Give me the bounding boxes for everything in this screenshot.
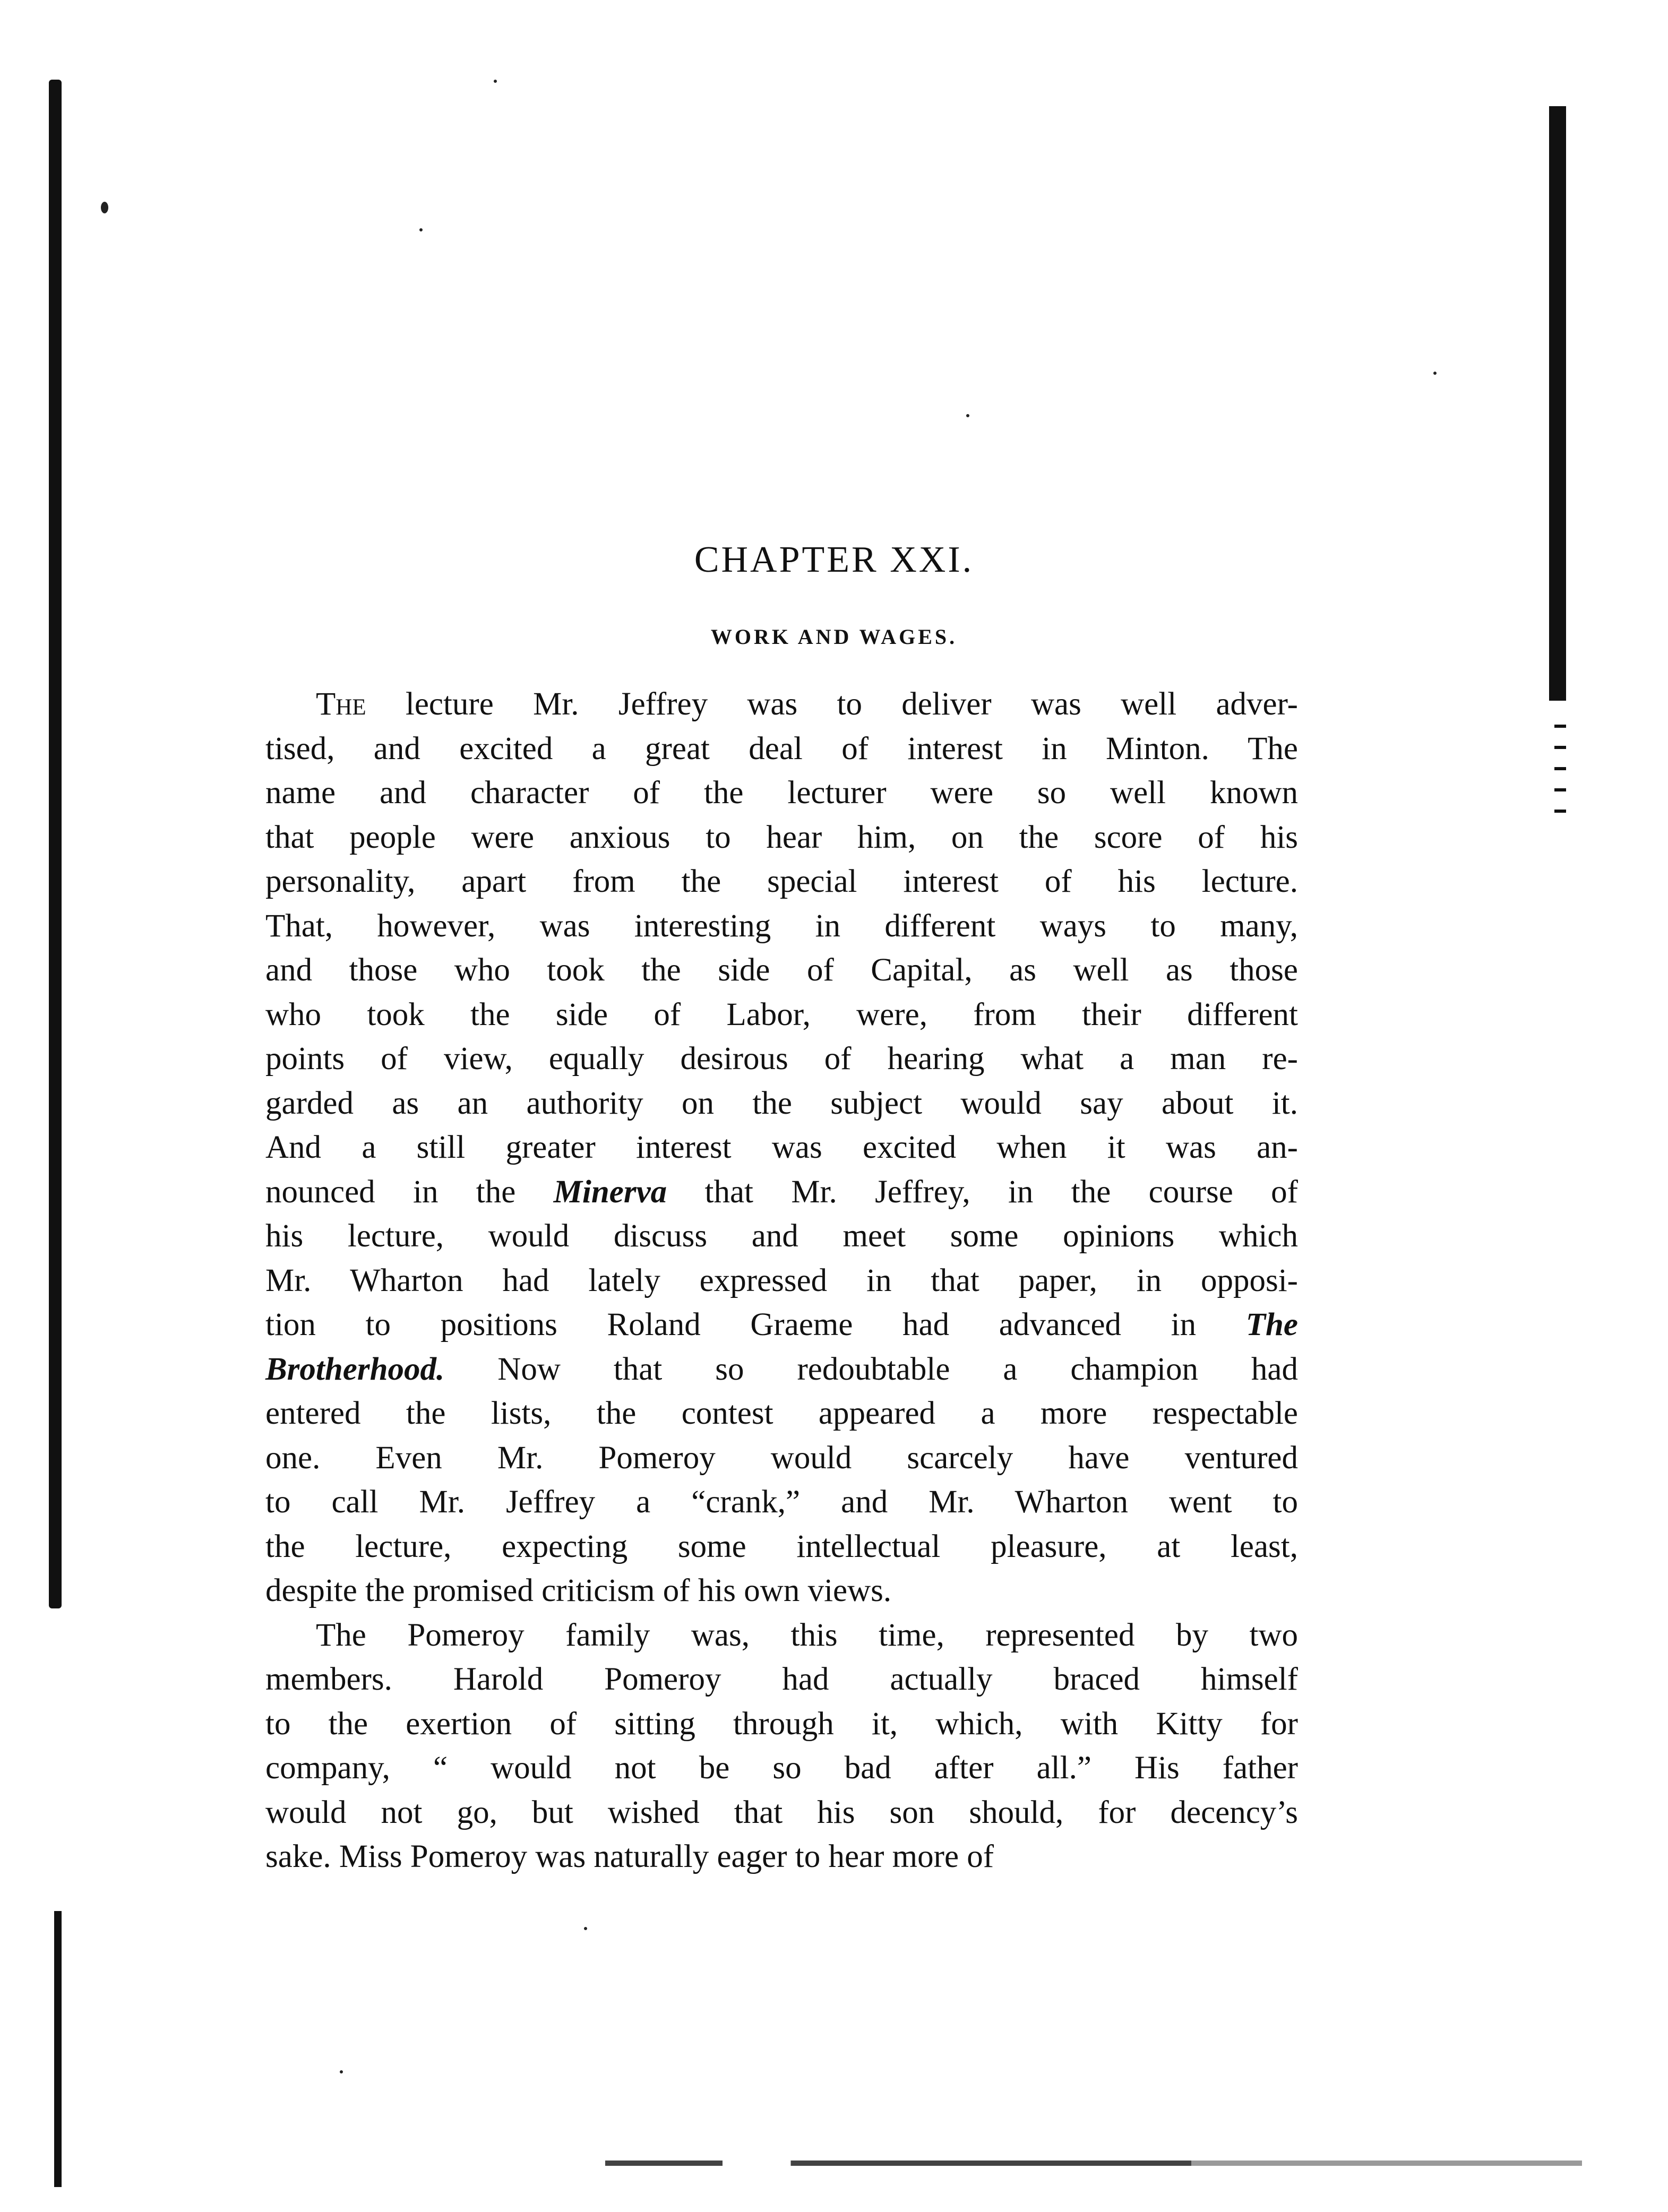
text-line xyxy=(265,1791,1298,1835)
text-line xyxy=(265,1081,1298,1126)
chapter-body xyxy=(265,682,1298,1879)
text-line xyxy=(265,1037,1298,1081)
text-line xyxy=(265,815,1298,860)
text-run: despite the promised criticism of his own views. xyxy=(265,1573,892,1608)
scan-bottom-edge xyxy=(605,2161,1582,2166)
text-line xyxy=(265,993,1298,1037)
text-line xyxy=(265,682,1298,727)
text-line xyxy=(265,1303,1298,1347)
scan-speck xyxy=(340,2070,343,2073)
text-line xyxy=(265,1214,1298,1259)
text-run: nounced in the xyxy=(265,1174,554,1210)
scan-edge-marks xyxy=(1554,725,1566,815)
text-run: one. Even Mr. Pomeroy would scarcely have ventured xyxy=(265,1440,1298,1476)
text-run: name and character of the lecturer were so well known xyxy=(265,775,1298,811)
text-run: his lecture, would discuss and meet some opinions which xyxy=(265,1218,1298,1254)
text-line xyxy=(265,1613,1298,1658)
text-run: that people were anxious to hear him, on the score of his xyxy=(265,819,1298,855)
text-run: lecture Mr. Jeffrey was to deliver was well adver- xyxy=(366,686,1298,722)
text-line xyxy=(265,1170,1298,1215)
text-run: garded as an authority on the subject would say about it. xyxy=(265,1085,1298,1121)
text-run: entered the lists, the contest appeared a more respectable xyxy=(265,1396,1298,1431)
text-line xyxy=(265,1835,1298,1879)
text-run: tion to positions Roland Graeme had advanced in xyxy=(265,1307,1246,1342)
text-run: the lecture, expecting some intellectual pleasure, at least, xyxy=(265,1528,1298,1564)
paragraph xyxy=(265,682,1298,1613)
text-line xyxy=(265,1125,1298,1170)
text-line xyxy=(265,1480,1298,1525)
text-run: Brotherhood. xyxy=(265,1351,445,1387)
text-run: The xyxy=(1245,1307,1298,1342)
text-line xyxy=(265,1259,1298,1303)
chapter-subtitle: WORK AND WAGES. xyxy=(710,625,958,649)
text-line xyxy=(265,1657,1298,1702)
text-run: that Mr. Jeffrey, in the course of xyxy=(667,1174,1298,1210)
scan-binding-edge-left-lower xyxy=(54,1911,62,2187)
text-line xyxy=(265,1436,1298,1481)
text-run: who took the side of Labor, were, from their different xyxy=(265,996,1298,1032)
text-line xyxy=(265,771,1298,815)
text-run: members. Harold Pomeroy had actually braced himself xyxy=(265,1662,1298,1697)
scan-speck xyxy=(494,80,497,83)
text-run: tised, and excited a great deal of interest in Minton. The xyxy=(265,730,1298,767)
text-run: would not go, but wished that his son should, for decency’s xyxy=(265,1794,1298,1830)
text-run: That, however, was interesting in different ways to many, xyxy=(265,908,1298,944)
text-run: to the exertion of sitting through it, which, with Kitty for xyxy=(265,1706,1298,1742)
text-run: company, “ would not be so bad after all.” His father xyxy=(265,1750,1298,1786)
scan-speck xyxy=(1433,372,1437,375)
scan-speck xyxy=(419,228,423,231)
text-line xyxy=(265,1347,1298,1392)
text-line xyxy=(265,1569,1298,1613)
scan-speck xyxy=(584,1927,587,1930)
text-line xyxy=(265,859,1298,904)
text-run: And a still greater interest was excited when it was an- xyxy=(265,1130,1298,1165)
text-run: points of view, equally desirous of hearing what a man re- xyxy=(265,1041,1298,1077)
text-run: The xyxy=(316,686,366,722)
text-line xyxy=(265,904,1298,949)
text-run: sake. Miss Pomeroy was naturally eager to hear more of xyxy=(265,1839,994,1874)
text-line xyxy=(265,1746,1298,1791)
scan-speck xyxy=(966,414,969,417)
chapter-title: CHAPTER XXI. xyxy=(694,539,974,580)
text-run: and those who took the side of Capital, as well as those xyxy=(265,952,1298,988)
scan-binding-edge-left xyxy=(49,80,62,1608)
text-line xyxy=(265,1525,1298,1569)
text-run: personality, apart from the special interest of his lecture. xyxy=(265,864,1298,899)
text-run: Mr. Wharton had lately expressed in that paper, in opposi- xyxy=(265,1262,1298,1298)
text-run: The Pomeroy family was, this time, represented by two xyxy=(316,1617,1298,1653)
text-run: Now that so redoubtable a champion had xyxy=(444,1351,1298,1387)
paragraph xyxy=(265,1613,1298,1879)
text-run: to call Mr. Jeffrey a “crank,” and Mr. Wharton went to xyxy=(265,1484,1298,1520)
text-line xyxy=(265,727,1298,771)
text-line xyxy=(265,1702,1298,1746)
text-line xyxy=(265,1391,1298,1436)
text-line xyxy=(265,948,1298,993)
text-run: Minerva xyxy=(553,1174,667,1210)
scan-binding-edge-right xyxy=(1549,106,1566,701)
scan-speck xyxy=(101,202,108,213)
